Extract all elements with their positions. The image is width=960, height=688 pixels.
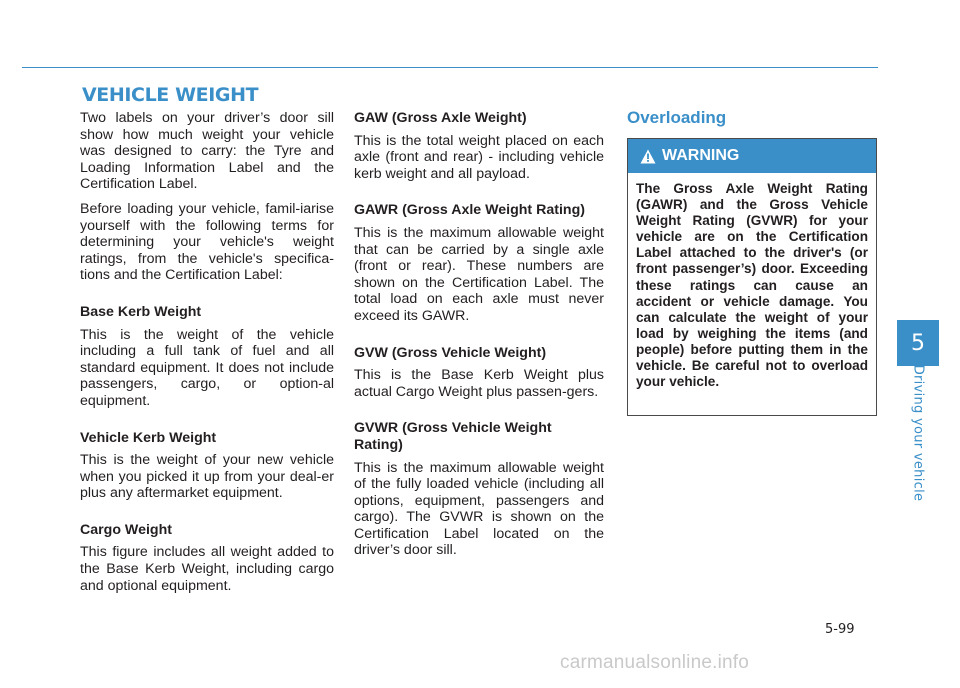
overloading-title: Overloading [627,108,727,127]
column-middle [354,110,604,567]
gvw-text: This is the Base Kerb Weight plus actual Cargo Weight plus passen-gers. [354,367,604,400]
cargo-weight-text: This figure includes all weight added to the Base Kerb Weight, including cargo and optional equipment. [80,544,334,594]
gvw-heading: GVW (Gross Vehicle Weight) [354,344,547,361]
gvwr-text: This is the maximum allowable weight of the fully loaded vehicle (including all options, equipment, passengers and cargo). The GVWR is shown on the Certification Label located on the driver’s door sill. [354,459,604,559]
column-left [80,110,334,602]
warning-box [627,138,877,416]
watermark: carmanualsonline.info [560,652,750,673]
gaw-text: This is the total weight placed on each axle (front and rear) - including vehicle kerb weight and all payload. [354,132,604,182]
gawr-heading: GAWR (Gross Axle Weight Rating) [354,202,585,219]
top-divider [22,67,878,68]
intro-paragraph-1: Two labels on your driver’s door sill show how much weight your vehicle was designed to carry: the Tyre and Loading Information Label and the Certification Label. [80,110,334,193]
vehicle-kerb-weight-heading: Vehicle Kerb Weight [80,429,217,446]
vehicle-kerb-weight-text: This is the weight of your new vehicle when you picked it up from your deal-er plus any aftermarket equipment. [80,452,334,502]
base-kerb-weight-heading: Base Kerb Weight [80,303,202,320]
base-kerb-weight-text: This is the weight of the vehicle including a full tank of fuel and all standard equipment. It does not include passengers, cargo, or option-al equipment. [80,326,334,409]
warning-label: WARNING [662,147,740,164]
chapter-tab: 5 [897,320,939,366]
page-number: 5-99 [825,622,855,637]
section-title: VEHICLE WEIGHT [82,84,259,106]
warning-text: The Gross Axle Weight Rating (GAWR) and the Gross Vehicle Weight Rating (GVWR) for your vehicle are on the Certification Label attached to the driver's (or front passenger’s) door. Exceeding these ratings can cause an accident or vehicle damage. You can calculate the weight of your load by weighing the items (and people) before putting them in the vehicle. Be careful not to overload your vehicle. [636,181,868,390]
gawr-text: This is the maximum allowable weight that can be carried by a single axle (front or rear). These numbers are shown on the Certification Label. The total load on each axle must never exceed its GAWR. [354,224,604,324]
gvwr-heading: GVWR (Gross Vehicle Weight Rating) [354,420,552,453]
chapter-side-label: Driving your vehicle [910,364,926,502]
cargo-weight-heading: Cargo Weight [80,521,172,538]
intro-paragraph-2: Before loading your vehicle, famil-iarise yourself with the following terms for determining your vehicle's weight ratings, from the vehicle's specifica-tions and the Certification Label: [80,200,334,284]
warning-triangle-icon [640,149,656,164]
gaw-heading: GAW (Gross Axle Weight) [354,110,527,126]
warning-header [628,139,876,173]
